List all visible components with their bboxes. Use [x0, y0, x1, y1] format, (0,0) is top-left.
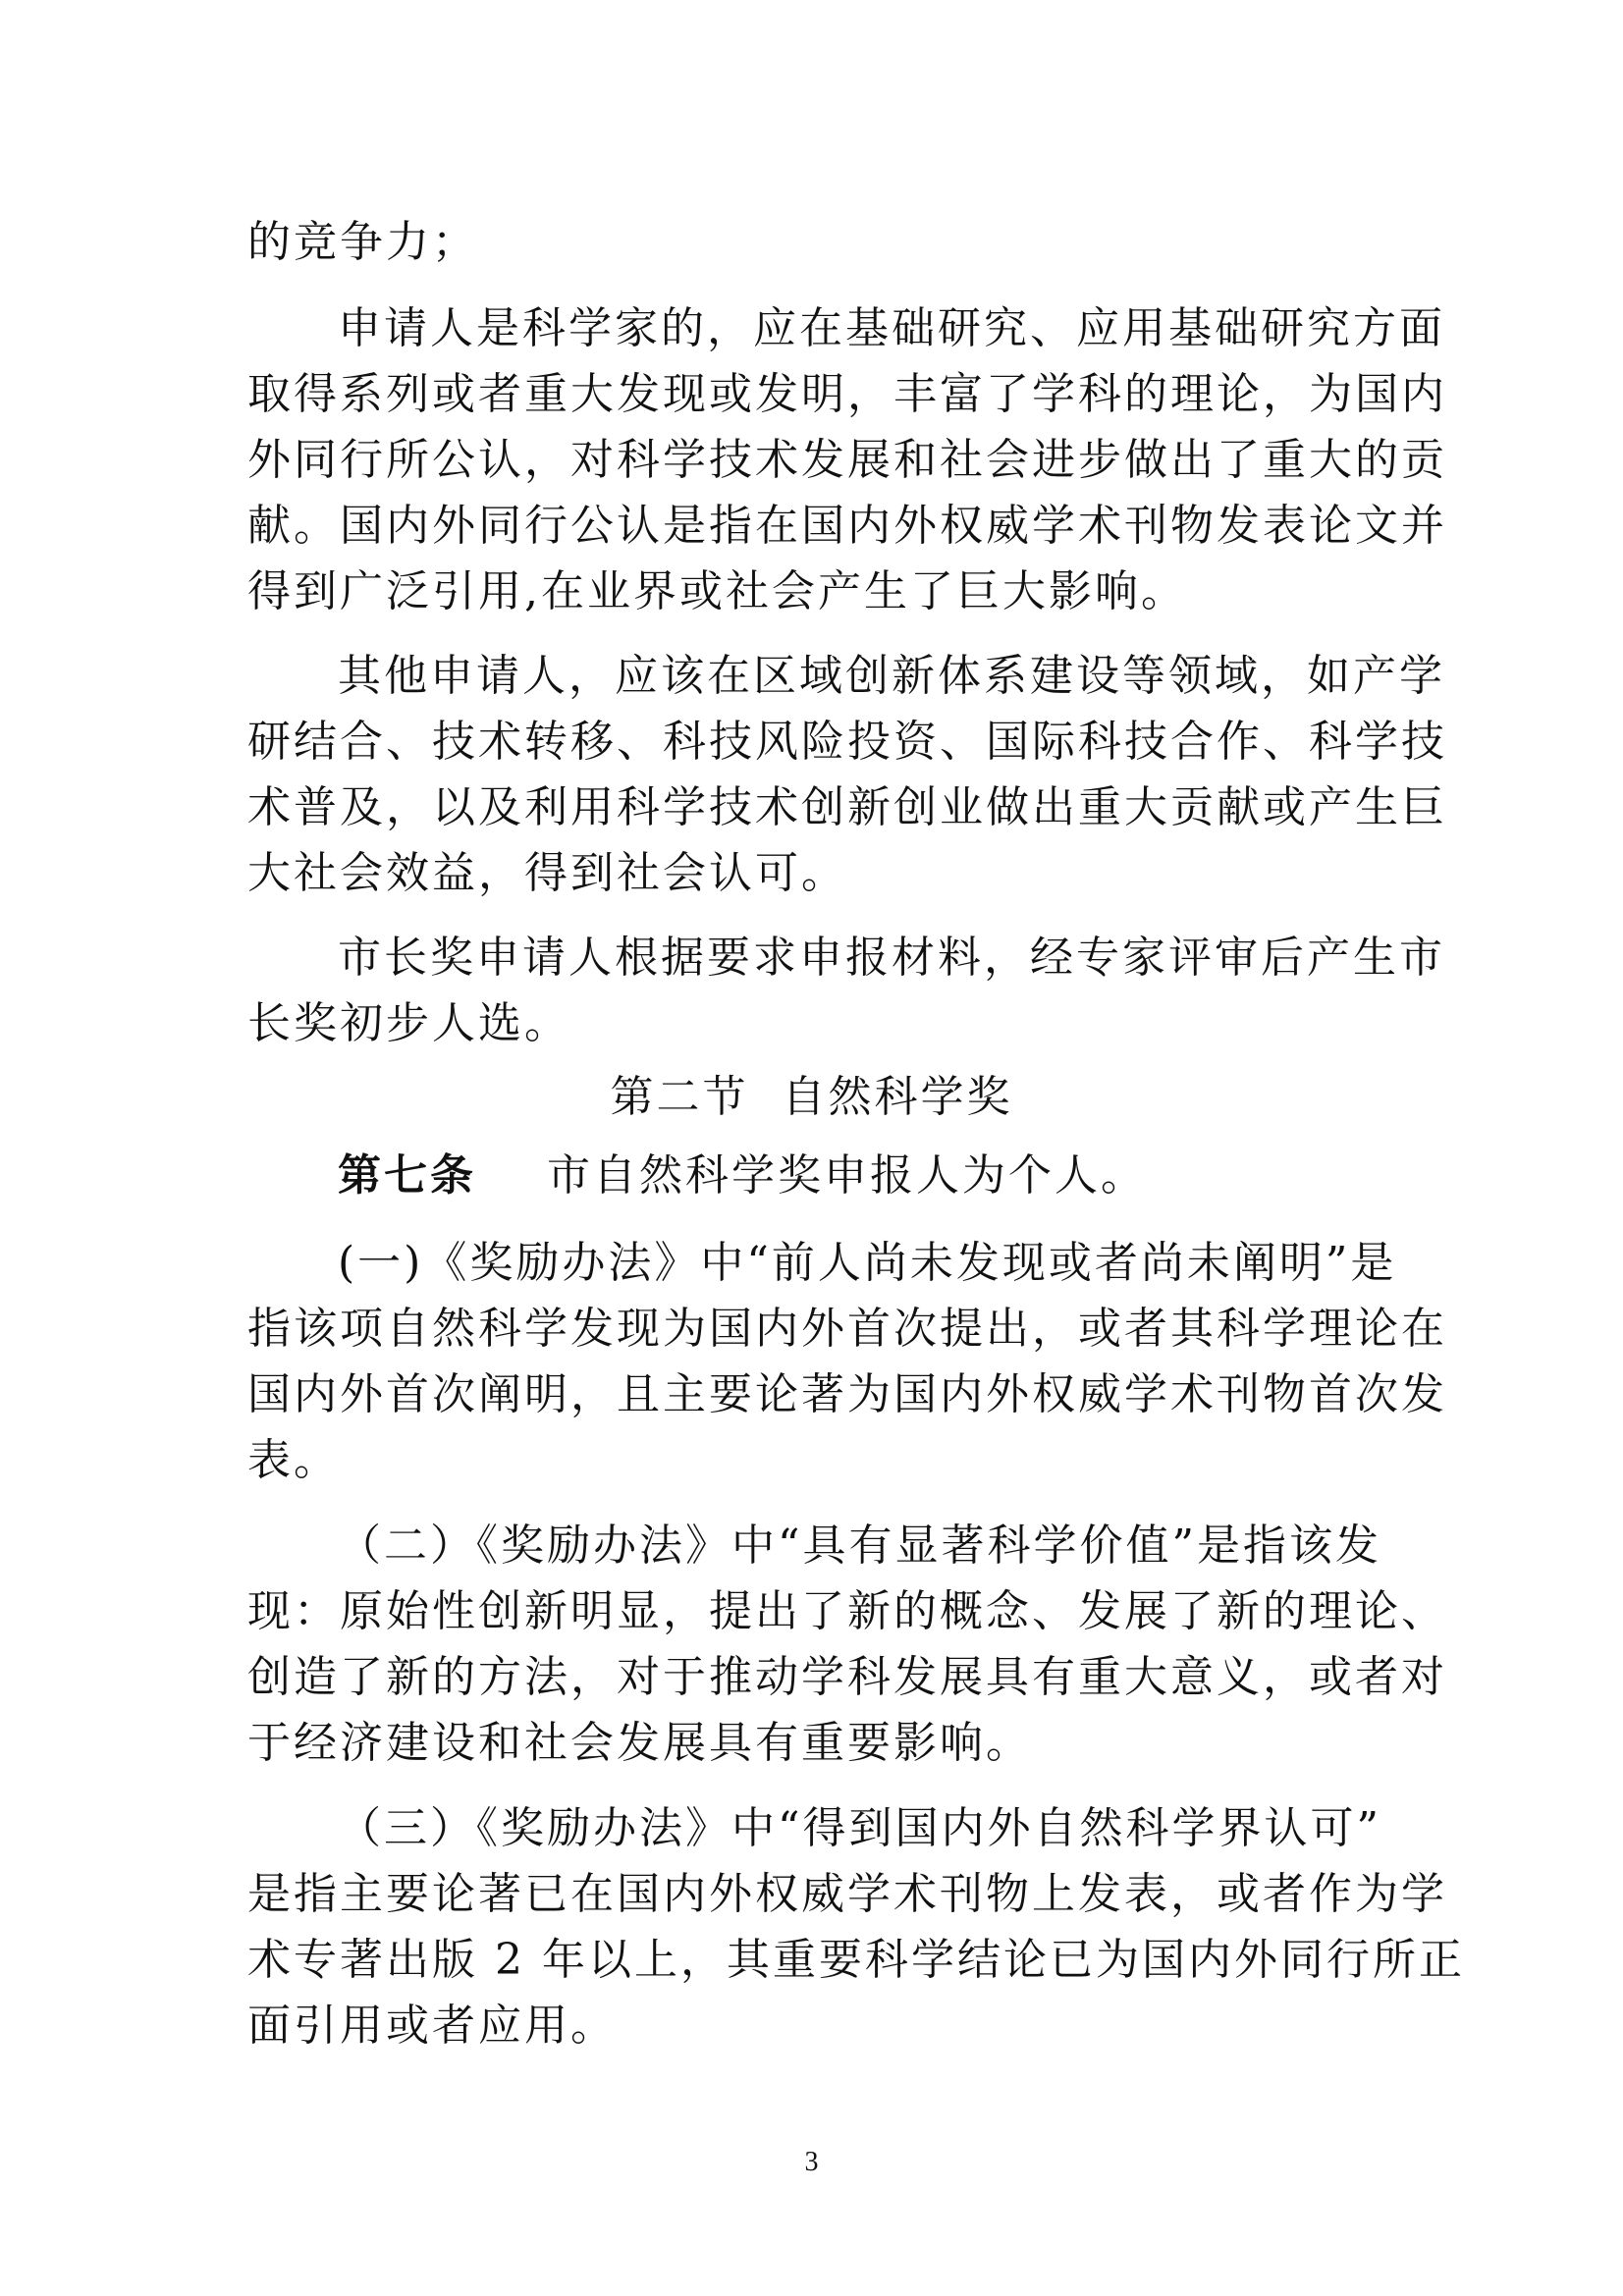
paragraph-line: 取得系列或者重大发现或发明，丰富了学科的理论，为国内 [247, 369, 1447, 419]
paragraph-line: 大社会效益，得到社会认可。 [247, 848, 847, 898]
paragraph-line: 表。 [247, 1435, 340, 1485]
paragraph-line: 外同行所公认，对科学技术发展和社会进步做出了重大的贡 [247, 435, 1447, 485]
section-heading: 第二节 自然科学奖 [610, 1072, 1013, 1122]
paragraph-line: 研结合、技术转移、科技风险投资、国际科技合作、科学技 [247, 717, 1447, 767]
paragraph-line: 术普及，以及利用科学技术创新创业做出重大贡献或产生巨 [247, 782, 1447, 832]
paragraph-line: 面引用或者应用。 [247, 2001, 617, 2051]
paragraph-line: 的竞争力； [247, 217, 478, 267]
paragraph-line: 是指主要论著已在国内外权威学术刊物上发表，或者作为学 [247, 1869, 1447, 1919]
paragraph-line: 创造了新的方法，对于推动学科发展具有重大意义，或者对 [247, 1652, 1447, 1702]
paragraph-line: 献。国内外同行公认是指在国内外权威学术刊物发表论文并 [247, 501, 1447, 551]
paragraph-line: 国内外首次阐明，且主要论著为国内外权威学术刊物首次发 [247, 1369, 1447, 1419]
paragraph-line: 现：原始性创新明显，提出了新的概念、发展了新的理论、 [247, 1586, 1447, 1636]
paragraph-line: 其他申请人，应该在区域创新体系建设等领域，如产学 [338, 651, 1445, 701]
paragraph-line: (一)《奖励办法》中“前人尚未发现或者尚未阐明”是 [338, 1238, 1397, 1288]
paragraph-line: 术专著出版 2 年以上，其重要科学结论已为国内外同行所正 [247, 1935, 1465, 1985]
article-number: 第七条 [338, 1150, 476, 1201]
page-number: 3 [804, 2147, 819, 2177]
paragraph-line: 市长奖申请人根据要求申报材料，经专家评审后产生市 [338, 933, 1445, 983]
article-text: 市自然科学奖申报人为个人。 [547, 1150, 1147, 1201]
paragraph-line: （二）《奖励办法》中“具有显著科学价值”是指该发 [338, 1521, 1381, 1571]
paragraph-line: 于经济建设和社会发展具有重要影响。 [247, 1718, 1032, 1768]
article-line [338, 1145, 1386, 1207]
paragraph-line: （三）《奖励办法》中“得到国内外自然科学界认可” [338, 1803, 1381, 1853]
paragraph-line: 长奖初步人选。 [247, 998, 570, 1048]
paragraph-line: 指该项自然科学发现为国内外首次提出，或者其科学理论在 [247, 1304, 1447, 1354]
paragraph-line: 得到广泛引用,在业界或社会产生了巨大影响。 [247, 566, 1187, 616]
paragraph-line: 申请人是科学家的，应在基础研究、应用基础研究方面 [338, 303, 1445, 353]
